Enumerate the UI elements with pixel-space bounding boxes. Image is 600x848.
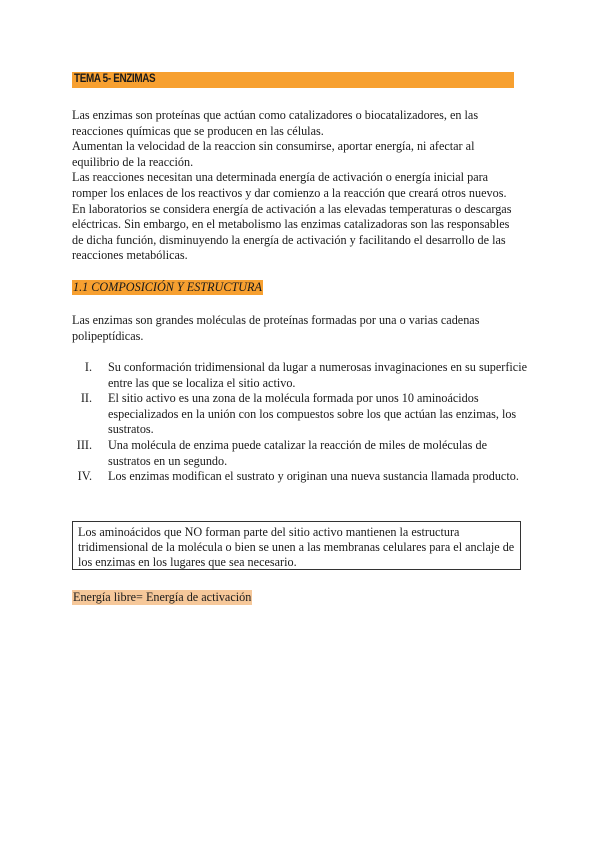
note-box: Los aminoácidos que NO forman parte del sitio activo mantienen la estructura tridimensional de la molécula o bien se unen a las membranas celulares para el anclaje de los enzimas en los lugares que sea necesario. (72, 521, 521, 570)
intro-paragraph-1: Las enzimas son proteínas que actúan como catalizadores o biocatalizadores, en las reacciones químicas que se producen en las células. (72, 108, 479, 138)
title-highlight (72, 72, 514, 88)
list-item-number: I. (84, 360, 92, 374)
energy-highlight-note: Energía libre= Energía de activación (73, 590, 252, 604)
list-item-text: Su conformación tridimensional da lugar a numerosas invaginaciones en su superficie entre las que se localiza el sitio activo. (108, 360, 527, 390)
section-heading: 1.1 COMPOSICIÓN Y ESTRUCTURA (73, 280, 262, 294)
list-item (72, 391, 527, 438)
intro-paragraph-3: Las reacciones necesitan una determinada energía de activación o energía inicial para romper los enlaces de los reactivos y dar comienzo a la reacción que creará otros nuevos. En laboratorios se considera energía de activación a las elevadas temperaturas o descargas eléctricas. Sin embargo, en el metabolismo las enzimas catalizadoras son las responsables de dicha función, disminuyendo la energía de activación y facilitando el desarrollo de las reacciones metabólicas. (72, 170, 512, 263)
list-item-number: II. (80, 391, 92, 406)
list-item (72, 469, 527, 485)
intro-text (72, 108, 522, 264)
list-item-text: Los enzimas modifican el sustrato y originan una nueva sustancia llamada producto. (108, 469, 519, 484)
structure-list (72, 360, 527, 485)
list-item (72, 360, 527, 391)
list-item (72, 438, 527, 469)
list-item-text: Una molécula de enzima puede catalizar la reacción de miles de moléculas de sustratos en un segundo. (108, 437, 487, 468)
intro-paragraph-2: Aumentan la velocidad de la reaccion sin consumirse, aportar energía, ni afectar al equilibrio de la reacción. (72, 139, 475, 169)
list-item-text: El sitio activo es una zona de la molécula formada por unos 10 aminoácidos especializados en la unión con los compuestos sobre los que actúan las enzimas, los sustratos. (108, 391, 517, 437)
list-item-number: IV. (77, 469, 92, 484)
page-title: TEMA 5- ENZIMAS (74, 73, 156, 85)
section-intro: Las enzimas son grandes moléculas de proteínas formadas por una o varias cadenas polipeptídicas. (72, 313, 480, 343)
list-item-number: III. (76, 437, 92, 452)
